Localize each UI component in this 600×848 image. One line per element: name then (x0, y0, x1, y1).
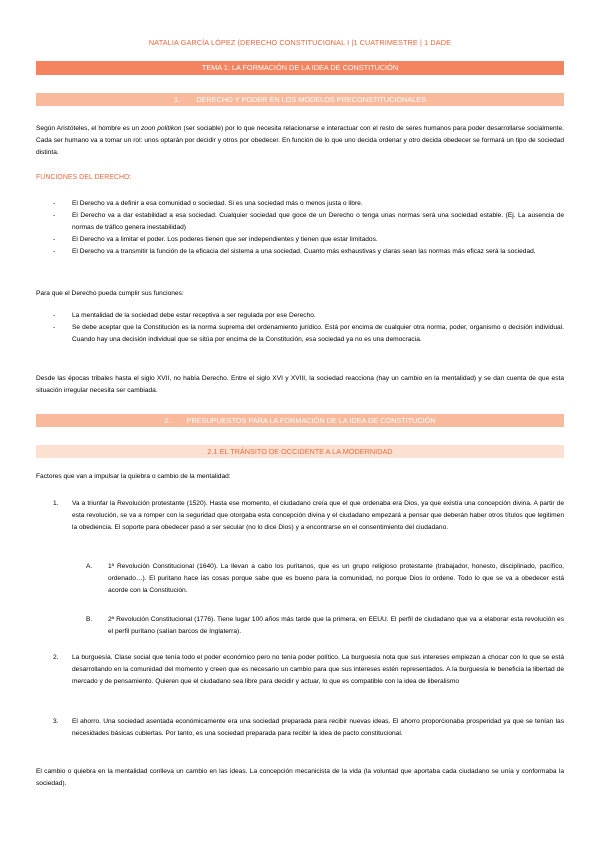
list-item: - El Derecho va a transmitir la función de la eficacia del sistema a una sociedad. Cuanto más exhaustivas y claras sean las normas más eficaz será la sociedad. (53, 248, 536, 256)
section-1-closing: Desde las épocas tribales hasta el siglo XVII, no había Derecho. Entre el siglo XVI y XVIII, la sociedad reacciona (hay un cambio en la mentalidad) y se dan cuenta de que esta situación irregular necesita ser cambiada. (36, 375, 564, 395)
section-2-closing: El cambio o quiebra en la mentalidad conlleva un cambio en las ideas. La concepción mecanicista de la vida (la voluntad que aportaba cada ciudadano se unía y conformaba la sociedad). (36, 768, 564, 788)
topic-title-banner: TEMA 1: LA FORMACIÓN DE LA IDEA DE CONSTITUCIÓN (36, 61, 564, 75)
subsection-2-1-banner: 2.1 EL TRÁNSITO DE OCCIDENTE A LA MODERNIDAD (36, 445, 564, 458)
list-item: - El Derecho va a limitar el poder. Los poderes tienen que ser independientes y tienen que estar limitados. (53, 236, 378, 244)
fulfil-heading: Para que el Derecho pueda cumplir sus funciones: (36, 290, 184, 297)
list-item: - La mentalidad de la sociedad debe estar receptiva a ser regulada por ese Derecho. (53, 312, 316, 319)
factor-item-3 (36, 716, 564, 740)
section-2-banner: 2. PRESUPUESTOS PARA LA FORMACIÓN DE LA IDEA DE CONSTITUCIÓN (36, 414, 564, 427)
item-number: 2. (53, 654, 59, 661)
factor-item-2 (36, 652, 564, 689)
subitem-text: 1ª Revolución Constitucional (1640). La llevan a cabo los puritanos, que es un grupo religioso protestante (trabajador, honesto, disciplinado, pacífico, ordenado…). El puritano hace las cosas porque sabe que es bueno para la comunidad, no porque Dios lo ordene. Todo lo que se va a obedecer está acorde con la Constitución. (108, 563, 564, 595)
subitem-letter: A. (86, 563, 93, 570)
factor-item-1 (36, 498, 564, 535)
intro-text-end: (ser sociable) por lo que necesita relacionarse e interactuar con el resto de seres humanos para poder desarrollarse socialmente. Cada ser humano va a tomar un rol: unos optarán por decidir y otros por obedecer. En función de lo que uno decida ordenar y otro decida obedecer se formará un tipo de sociedad distinta. (36, 125, 564, 157)
item-text: El ahorro. Una sociedad asentada económicamente era una sociedad preparada para recibir nuevas ideas. El ahorro proporcionaba prosperidad ya que se tenían las necesidades básicas cubiertas. Por tanto, es una sociedad preparada para recibir la idea de pacto constitucional. (72, 718, 564, 738)
item-number: 3. (53, 718, 59, 725)
section-1-banner: 1. DERECHO Y PODER EN LOS MODELOS PRECONSTITUCIONALES (36, 93, 564, 106)
functions-heading: FUNCIONES DEL DERECHO: (36, 174, 132, 181)
intro-text-start: Según Aristóteles, el hombre es un (36, 125, 141, 132)
list-item: - El Derecho va a definir a esa comunidad o sociedad. Si es una sociedad más o menos justa o libre. (53, 200, 363, 207)
functions-list (36, 198, 564, 258)
running-header: NATALIA GARCÍA LÓPEZ (DERECHO CONSTITUCIONAL I |1 CUATRIMESTRE | 1 DADE (148, 38, 452, 47)
factor-subitem-b (72, 614, 564, 638)
subitem-letter: B. (86, 616, 93, 623)
item-text: Va a triunfar la Revolución protestante (1520). Hasta ese momento, el ciudadano creía que el que ordenaba era Dios, ya que existía una concepción divina. A partir de esta revolución, se va a romper con la seguridad que otorgaba esta concepción divina y el ciudadano empezará a pensar que deberán haber otros títulos que legitimen la obediencia. El soporte para obedecer pasó a ser secular (no lo dice Dios) y a encontrarse en el consentimiento del ciudadano. (72, 500, 564, 532)
item-number: 1. (53, 500, 59, 507)
intro-term: zoon politikon (140, 125, 182, 132)
item-text: La burguesía. Clase social que tenía todo el poder económico pero no tenía poder político. La burguesía nota que sus intereses empiezan a chocar con lo que se está desarrollando en la comunidad del momento y creen que es necesario un cambio para que sus intereses estén representados. A la burguesía le beneficia la libertad de mercado y de pensamiento. Quieren que el ciudadano sea libre para decidir y actuar, lo que es compatible con la idea de liberalismo (72, 654, 564, 686)
subitem-text: 2ª Revolución Constitucional (1776). Tiene lugar 100 años más tarde que la primera, en EEUU. El perfil de ciudadano que va a elaborar esta revolución es el perfil puritano (salían barcos de Inglaterra). (108, 616, 564, 636)
list-item: - Se debe aceptar que la Constitución es la norma suprema del ordenamiento jurídico. Está por encima de cualquier otra norma, poder, organismo o decisión individual. Cuando hay una decisión individual que se sitúa por encima de la Constitución, esa sociedad ya no es una democracia. (53, 324, 564, 344)
fulfil-list (36, 310, 564, 346)
list-item: - El Derecho va a dar estabilidad a esa sociedad. Cualquier sociedad que goce de un Derecho o tenga unas normas será una sociedad estable. (Ej. La ausencia de normas de tráfico genera inestabilidad) (53, 212, 564, 232)
factor-subitem-a (72, 561, 564, 598)
section-1-intro (36, 123, 564, 160)
factors-heading: Factores que van a impulsar la quiebra o cambio de la mentalidad: (36, 473, 231, 480)
